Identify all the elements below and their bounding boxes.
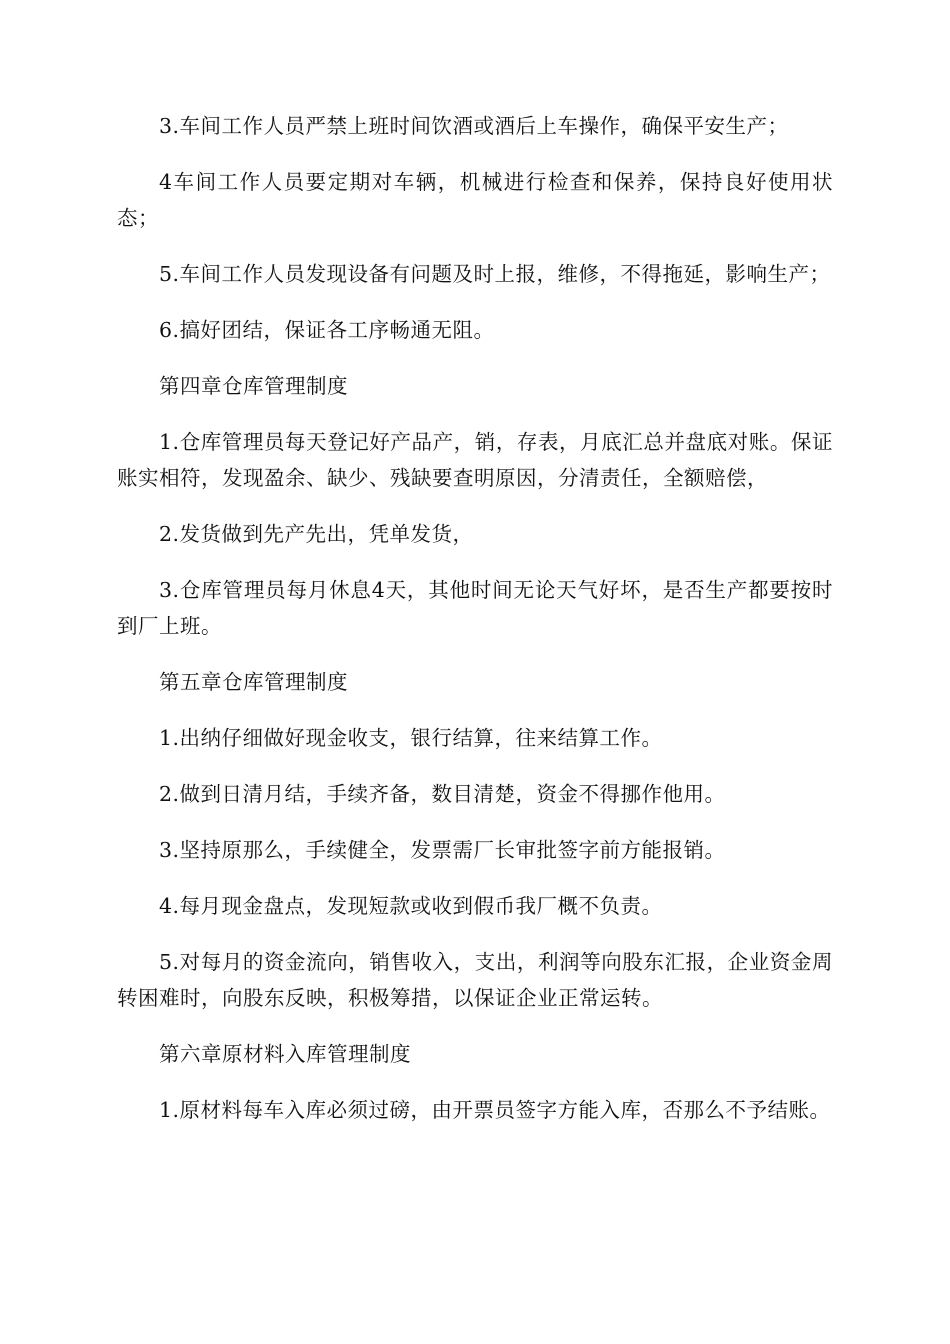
chapter-4-heading: 第四章仓库管理制度: [159, 374, 348, 398]
rule-item-cashier-2: 2.做到日清月结，手续齐备，数目清楚，资金不得挪作他用。: [159, 782, 726, 806]
rule-item-cashier-3: 3.坚持原那么，手续健全，发票需厂长审批签字前方能报销。: [159, 838, 726, 862]
rule-item-warehouse-2: 2.发货做到先产先出，凭单发货，: [159, 522, 474, 546]
document-body: [117, 108, 833, 1148]
rule-item-cashier-5: 5.对每月的资金流向，销售收入，支出，利润等向股东汇报，企业资金周转困难时，向股东反映，积极筹措，以保证企业正常运转。: [117, 950, 833, 1010]
rule-item-cashier-1: 1.出纳仔细做好现金收支，银行结算，往来结算工作。: [159, 726, 663, 750]
chapter-6-heading: 第六章原材料入库管理制度: [159, 1042, 411, 1066]
rule-item-workshop-3: 3.车间工作人员严禁上班时间饮酒或酒后上车操作，确保平安生产；: [159, 114, 789, 138]
rule-item-warehouse-1: 1.仓库管理员每天登记好产品产，销，存表，月底汇总并盘底对账。保证账实相符，发现盈余、缺少、残缺要查明原因，分清责任，全额赔偿，: [117, 430, 833, 490]
rule-item-cashier-4: 4.每月现金盘点，发现短款或收到假币我厂概不负责。: [159, 894, 663, 918]
rule-item-workshop-5: 5.车间工作人员发现设备有问题及时上报，维修，不得拖延，影响生产；: [159, 262, 831, 286]
chapter-5-heading: 第五章仓库管理制度: [159, 670, 348, 694]
rule-item-workshop-6: 6.搞好团结，保证各工序畅通无阻。: [159, 318, 495, 342]
rule-item-warehouse-3: 3.仓库管理员每月休息4天，其他时间无论天气好坏，是否生产都要按时到厂上班。: [117, 578, 833, 638]
rule-item-workshop-4: 4车间工作人员要定期对车辆，机械进行检查和保养，保持良好使用状态；: [117, 170, 833, 230]
rule-item-materials-1: 1.原材料每车入库必须过磅，由开票员签字方能入库，否那么不予结账。: [159, 1098, 831, 1122]
